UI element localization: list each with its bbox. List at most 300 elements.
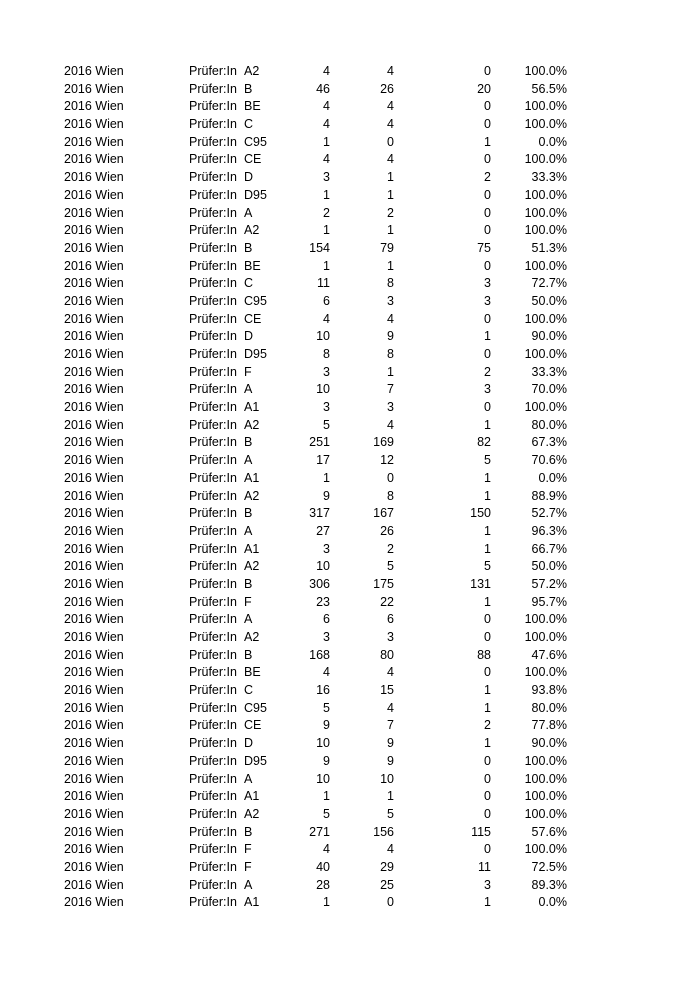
examiner-label-cell: Prüfer:In xyxy=(189,311,237,326)
failed-count-cell: 0 xyxy=(484,258,491,273)
pass-rate-cell: 50.0% xyxy=(531,559,567,574)
examiner-label-cell: Prüfer:In xyxy=(189,700,237,715)
pass-rate-cell: 57.6% xyxy=(531,824,567,839)
passed-count-cell: 4 xyxy=(387,700,394,715)
pass-rate-cell: 89.3% xyxy=(531,877,567,892)
examiner-label-cell: Prüfer:In xyxy=(189,576,237,591)
pass-rate-cell: 52.7% xyxy=(531,506,567,521)
year-location-cell: 2016 Wien xyxy=(64,382,124,397)
total-count-cell: 271 xyxy=(309,824,330,839)
pass-rate-cell: 100.0% xyxy=(524,806,567,821)
pass-rate-cell: 100.0% xyxy=(524,311,567,326)
examiner-label-cell: Prüfer:In xyxy=(189,647,237,662)
license-class-cell: F xyxy=(244,594,252,609)
passed-count-cell: 7 xyxy=(387,382,394,397)
passed-count-cell: 9 xyxy=(387,329,394,344)
total-count-cell: 154 xyxy=(309,240,330,255)
examiner-label-cell: Prüfer:In xyxy=(189,240,237,255)
total-count-cell: 9 xyxy=(323,753,330,768)
table-row xyxy=(0,346,700,364)
pass-rate-cell: 93.8% xyxy=(531,683,567,698)
examiner-label-cell: Prüfer:In xyxy=(189,453,237,468)
pass-rate-cell: 100.0% xyxy=(524,771,567,786)
failed-count-cell: 1 xyxy=(484,329,491,344)
license-class-cell: A2 xyxy=(244,559,260,574)
table-row xyxy=(0,824,700,842)
examiner-label-cell: Prüfer:In xyxy=(189,736,237,751)
passed-count-cell: 2 xyxy=(387,205,394,220)
total-count-cell: 6 xyxy=(323,293,330,308)
examiner-label-cell: Prüfer:In xyxy=(189,470,237,485)
examiner-label-cell: Prüfer:In xyxy=(189,488,237,503)
license-class-cell: A1 xyxy=(244,895,260,910)
examiner-label-cell: Prüfer:In xyxy=(189,417,237,432)
failed-count-cell: 5 xyxy=(484,559,491,574)
passed-count-cell: 25 xyxy=(380,877,394,892)
examiner-label-cell: Prüfer:In xyxy=(189,683,237,698)
pass-rate-cell: 0.0% xyxy=(538,470,567,485)
pass-rate-cell: 72.5% xyxy=(531,859,567,874)
year-location-cell: 2016 Wien xyxy=(64,417,124,432)
license-class-cell: BE xyxy=(244,99,261,114)
passed-count-cell: 0 xyxy=(387,470,394,485)
examiner-label-cell: Prüfer:In xyxy=(189,364,237,379)
passed-count-cell: 0 xyxy=(387,134,394,149)
table-row xyxy=(0,452,700,470)
total-count-cell: 4 xyxy=(323,842,330,857)
examiner-label-cell: Prüfer:In xyxy=(189,523,237,538)
pass-rate-cell: 0.0% xyxy=(538,134,567,149)
total-count-cell: 9 xyxy=(323,718,330,733)
total-count-cell: 3 xyxy=(323,400,330,415)
year-location-cell: 2016 Wien xyxy=(64,523,124,538)
year-location-cell: 2016 Wien xyxy=(64,293,124,308)
examiner-label-cell: Prüfer:In xyxy=(189,541,237,556)
failed-count-cell: 0 xyxy=(484,223,491,238)
failed-count-cell: 0 xyxy=(484,99,491,114)
passed-count-cell: 8 xyxy=(387,276,394,291)
table-row xyxy=(0,187,700,205)
pass-rate-cell: 100.0% xyxy=(524,187,567,202)
year-location-cell: 2016 Wien xyxy=(64,541,124,556)
passed-count-cell: 9 xyxy=(387,753,394,768)
table-row xyxy=(0,771,700,789)
table-row xyxy=(0,700,700,718)
pass-rate-cell: 50.0% xyxy=(531,293,567,308)
year-location-cell: 2016 Wien xyxy=(64,364,124,379)
total-count-cell: 5 xyxy=(323,417,330,432)
examiner-label-cell: Prüfer:In xyxy=(189,99,237,114)
license-class-cell: A2 xyxy=(244,223,260,238)
passed-count-cell: 10 xyxy=(380,771,394,786)
failed-count-cell: 1 xyxy=(484,488,491,503)
total-count-cell: 4 xyxy=(323,117,330,132)
license-class-cell: A xyxy=(244,382,253,397)
table-row xyxy=(0,293,700,311)
examiner-label-cell: Prüfer:In xyxy=(189,842,237,857)
passed-count-cell: 1 xyxy=(387,258,394,273)
pass-rate-cell: 100.0% xyxy=(524,258,567,273)
year-location-cell: 2016 Wien xyxy=(64,683,124,698)
passed-count-cell: 4 xyxy=(387,99,394,114)
pass-rate-cell: 88.9% xyxy=(531,488,567,503)
total-count-cell: 306 xyxy=(309,576,330,591)
year-location-cell: 2016 Wien xyxy=(64,134,124,149)
year-location-cell: 2016 Wien xyxy=(64,470,124,485)
table-row xyxy=(0,505,700,523)
total-count-cell: 10 xyxy=(316,736,330,751)
year-location-cell: 2016 Wien xyxy=(64,753,124,768)
pass-rate-cell: 77.8% xyxy=(531,718,567,733)
year-location-cell: 2016 Wien xyxy=(64,311,124,326)
failed-count-cell: 0 xyxy=(484,187,491,202)
examiner-label-cell: Prüfer:In xyxy=(189,134,237,149)
failed-count-cell: 0 xyxy=(484,789,491,804)
pass-rate-cell: 100.0% xyxy=(524,152,567,167)
license-class-cell: A2 xyxy=(244,64,260,78)
examiner-label-cell: Prüfer:In xyxy=(189,382,237,397)
failed-count-cell: 2 xyxy=(484,718,491,733)
passed-count-cell: 4 xyxy=(387,64,394,78)
table-row xyxy=(0,523,700,541)
passed-count-cell: 1 xyxy=(387,170,394,185)
license-class-cell: F xyxy=(244,364,252,379)
year-location-cell: 2016 Wien xyxy=(64,559,124,574)
license-class-cell: A xyxy=(244,205,253,220)
year-location-cell: 2016 Wien xyxy=(64,258,124,273)
license-class-cell: C xyxy=(244,117,254,132)
license-class-cell: B xyxy=(244,435,253,450)
license-class-cell: A xyxy=(244,771,253,786)
license-class-cell: A xyxy=(244,523,253,538)
pass-rate-cell: 100.0% xyxy=(524,400,567,415)
failed-count-cell: 1 xyxy=(484,541,491,556)
license-class-cell: A1 xyxy=(244,470,260,485)
year-location-cell: 2016 Wien xyxy=(64,81,124,96)
license-class-cell: B xyxy=(244,81,253,96)
total-count-cell: 5 xyxy=(323,806,330,821)
table-row xyxy=(0,682,700,700)
examiner-label-cell: Prüfer:In xyxy=(189,347,237,361)
table-row xyxy=(0,894,700,912)
total-count-cell: 10 xyxy=(316,329,330,344)
total-count-cell: 3 xyxy=(323,170,330,185)
license-class-cell: A1 xyxy=(244,541,260,556)
pass-rate-cell: 100.0% xyxy=(524,117,567,132)
passed-count-cell: 4 xyxy=(387,311,394,326)
year-location-cell: 2016 Wien xyxy=(64,859,124,874)
failed-count-cell: 131 xyxy=(470,576,491,591)
table-row xyxy=(0,735,700,753)
pass-rate-cell: 100.0% xyxy=(524,612,567,627)
examiner-label-cell: Prüfer:In xyxy=(189,276,237,291)
examiner-label-cell: Prüfer:In xyxy=(189,64,237,78)
license-class-cell: CE xyxy=(244,311,262,326)
pass-rate-cell: 33.3% xyxy=(531,364,567,379)
failed-count-cell: 75 xyxy=(477,240,491,255)
passed-count-cell: 9 xyxy=(387,736,394,751)
failed-count-cell: 1 xyxy=(484,700,491,715)
table-row xyxy=(0,877,700,895)
failed-count-cell: 0 xyxy=(484,806,491,821)
year-location-cell: 2016 Wien xyxy=(64,117,124,132)
total-count-cell: 9 xyxy=(323,488,330,503)
year-location-cell: 2016 Wien xyxy=(64,647,124,662)
license-class-cell: B xyxy=(244,506,253,521)
failed-count-cell: 1 xyxy=(484,594,491,609)
total-count-cell: 168 xyxy=(309,647,330,662)
table-row xyxy=(0,753,700,771)
failed-count-cell: 0 xyxy=(484,64,491,78)
year-location-cell: 2016 Wien xyxy=(64,630,124,644)
failed-count-cell: 3 xyxy=(484,276,491,291)
total-count-cell: 28 xyxy=(316,877,330,892)
year-location-cell: 2016 Wien xyxy=(64,453,124,468)
table-row xyxy=(0,399,700,417)
license-class-cell: F xyxy=(244,842,252,857)
pass-rate-cell: 47.6% xyxy=(531,647,567,662)
year-location-cell: 2016 Wien xyxy=(64,665,124,680)
year-location-cell: 2016 Wien xyxy=(64,170,124,185)
pass-rate-cell: 100.0% xyxy=(524,223,567,238)
table-row xyxy=(0,134,700,152)
failed-count-cell: 0 xyxy=(484,152,491,167)
pass-rate-cell: 96.3% xyxy=(531,523,567,538)
table-row xyxy=(0,470,700,488)
failed-count-cell: 1 xyxy=(484,895,491,910)
passed-count-cell: 6 xyxy=(387,612,394,627)
year-location-cell: 2016 Wien xyxy=(64,612,124,627)
failed-count-cell: 11 xyxy=(478,859,491,874)
passed-count-cell: 3 xyxy=(387,293,394,308)
year-location-cell: 2016 Wien xyxy=(64,700,124,715)
passed-count-cell: 1 xyxy=(387,789,394,804)
examiner-label-cell: Prüfer:In xyxy=(189,630,237,644)
year-location-cell: 2016 Wien xyxy=(64,205,124,220)
table-row xyxy=(0,311,700,329)
table-row xyxy=(0,381,700,399)
pass-rate-cell: 100.0% xyxy=(524,347,567,361)
examiner-label-cell: Prüfer:In xyxy=(189,506,237,521)
passed-count-cell: 22 xyxy=(380,594,394,609)
license-class-cell: A xyxy=(244,612,253,627)
examiner-label-cell: Prüfer:In xyxy=(189,665,237,680)
failed-count-cell: 0 xyxy=(484,612,491,627)
year-location-cell: 2016 Wien xyxy=(64,347,124,361)
failed-count-cell: 1 xyxy=(484,470,491,485)
license-class-cell: CE xyxy=(244,152,262,167)
table-row xyxy=(0,576,700,594)
pass-rate-cell: 95.7% xyxy=(531,594,567,609)
pass-rate-cell: 57.2% xyxy=(531,576,567,591)
passed-count-cell: 5 xyxy=(387,559,394,574)
passed-count-cell: 8 xyxy=(387,488,394,503)
passed-count-cell: 8 xyxy=(387,347,394,361)
total-count-cell: 4 xyxy=(323,665,330,680)
year-location-cell: 2016 Wien xyxy=(64,506,124,521)
failed-count-cell: 0 xyxy=(484,347,491,361)
license-class-cell: D95 xyxy=(244,753,267,768)
examiner-label-cell: Prüfer:In xyxy=(189,81,237,96)
license-class-cell: D95 xyxy=(244,347,267,361)
total-count-cell: 17 xyxy=(316,453,330,468)
year-location-cell: 2016 Wien xyxy=(64,240,124,255)
license-class-cell: C95 xyxy=(244,134,267,149)
table-row xyxy=(0,205,700,223)
total-count-cell: 23 xyxy=(316,594,330,609)
table-row xyxy=(0,558,700,576)
examiner-label-cell: Prüfer:In xyxy=(189,718,237,733)
examiner-label-cell: Prüfer:In xyxy=(189,187,237,202)
failed-count-cell: 1 xyxy=(484,417,491,432)
examiner-label-cell: Prüfer:In xyxy=(189,152,237,167)
table-row xyxy=(0,488,700,506)
passed-count-cell: 4 xyxy=(387,842,394,857)
examiner-label-cell: Prüfer:In xyxy=(189,559,237,574)
license-class-cell: A1 xyxy=(244,400,260,415)
total-count-cell: 5 xyxy=(323,700,330,715)
license-class-cell: D xyxy=(244,736,254,751)
total-count-cell: 1 xyxy=(323,134,330,149)
examiner-label-cell: Prüfer:In xyxy=(189,594,237,609)
failed-count-cell: 82 xyxy=(477,435,491,450)
total-count-cell: 27 xyxy=(316,523,330,538)
year-location-cell: 2016 Wien xyxy=(64,329,124,344)
failed-count-cell: 0 xyxy=(484,771,491,786)
examiner-label-cell: Prüfer:In xyxy=(189,877,237,892)
year-location-cell: 2016 Wien xyxy=(64,736,124,751)
failed-count-cell: 3 xyxy=(484,877,491,892)
failed-count-cell: 0 xyxy=(484,400,491,415)
year-location-cell: 2016 Wien xyxy=(64,152,124,167)
year-location-cell: 2016 Wien xyxy=(64,223,124,238)
total-count-cell: 251 xyxy=(309,435,330,450)
year-location-cell: 2016 Wien xyxy=(64,842,124,857)
pass-rate-cell: 33.3% xyxy=(531,170,567,185)
total-count-cell: 4 xyxy=(323,99,330,114)
license-class-cell: A1 xyxy=(244,789,260,804)
failed-count-cell: 1 xyxy=(484,736,491,751)
year-location-cell: 2016 Wien xyxy=(64,576,124,591)
failed-count-cell: 3 xyxy=(484,382,491,397)
examiner-label-cell: Prüfer:In xyxy=(189,170,237,185)
total-count-cell: 10 xyxy=(316,559,330,574)
data-table xyxy=(0,63,700,912)
license-class-cell: A2 xyxy=(244,806,260,821)
table-row xyxy=(0,541,700,559)
total-count-cell: 8 xyxy=(323,347,330,361)
passed-count-cell: 79 xyxy=(380,240,394,255)
pass-rate-cell: 66.7% xyxy=(531,541,567,556)
license-class-cell: C xyxy=(244,683,254,698)
examiner-label-cell: Prüfer:In xyxy=(189,223,237,238)
pass-rate-cell: 100.0% xyxy=(524,789,567,804)
table-row xyxy=(0,841,700,859)
year-location-cell: 2016 Wien xyxy=(64,276,124,291)
total-count-cell: 10 xyxy=(316,382,330,397)
examiner-label-cell: Prüfer:In xyxy=(189,824,237,839)
total-count-cell: 46 xyxy=(316,81,330,96)
total-count-cell: 1 xyxy=(323,223,330,238)
passed-count-cell: 15 xyxy=(380,683,394,698)
license-class-cell: BE xyxy=(244,665,261,680)
failed-count-cell: 0 xyxy=(484,630,491,644)
failed-count-cell: 0 xyxy=(484,117,491,132)
year-location-cell: 2016 Wien xyxy=(64,400,124,415)
passed-count-cell: 169 xyxy=(373,435,394,450)
passed-count-cell: 1 xyxy=(387,223,394,238)
total-count-cell: 3 xyxy=(323,630,330,644)
license-class-cell: B xyxy=(244,647,253,662)
failed-count-cell: 0 xyxy=(484,665,491,680)
failed-count-cell: 115 xyxy=(471,824,491,839)
year-location-cell: 2016 Wien xyxy=(64,594,124,609)
pass-rate-cell: 72.7% xyxy=(531,276,567,291)
year-location-cell: 2016 Wien xyxy=(64,789,124,804)
license-class-cell: A2 xyxy=(244,488,260,503)
failed-count-cell: 0 xyxy=(484,205,491,220)
table-row xyxy=(0,364,700,382)
failed-count-cell: 1 xyxy=(484,683,491,698)
total-count-cell: 317 xyxy=(309,506,330,521)
table-row xyxy=(0,434,700,452)
table-row xyxy=(0,717,700,735)
total-count-cell: 16 xyxy=(316,683,330,698)
failed-count-cell: 0 xyxy=(484,311,491,326)
total-count-cell: 3 xyxy=(323,364,330,379)
total-count-cell: 2 xyxy=(323,205,330,220)
year-location-cell: 2016 Wien xyxy=(64,99,124,114)
table-row xyxy=(0,664,700,682)
pass-rate-cell: 100.0% xyxy=(524,205,567,220)
failed-count-cell: 1 xyxy=(484,134,491,149)
total-count-cell: 4 xyxy=(323,311,330,326)
year-location-cell: 2016 Wien xyxy=(64,895,124,910)
license-class-cell: A xyxy=(244,453,253,468)
license-class-cell: D xyxy=(244,170,254,185)
passed-count-cell: 26 xyxy=(380,81,394,96)
passed-count-cell: 4 xyxy=(387,117,394,132)
license-class-cell: D xyxy=(244,329,254,344)
passed-count-cell: 12 xyxy=(380,453,394,468)
table-row xyxy=(0,275,700,293)
table-row xyxy=(0,169,700,187)
failed-count-cell: 1 xyxy=(484,523,491,538)
pass-rate-cell: 90.0% xyxy=(531,329,567,344)
table-row xyxy=(0,629,700,647)
pass-rate-cell: 67.3% xyxy=(531,435,567,450)
table-row xyxy=(0,594,700,612)
table-row xyxy=(0,788,700,806)
failed-count-cell: 88 xyxy=(477,647,491,662)
license-class-cell: B xyxy=(244,240,253,255)
pass-rate-cell: 100.0% xyxy=(524,64,567,78)
year-location-cell: 2016 Wien xyxy=(64,877,124,892)
passed-count-cell: 4 xyxy=(387,152,394,167)
license-class-cell: A2 xyxy=(244,630,260,644)
failed-count-cell: 150 xyxy=(470,506,491,521)
examiner-label-cell: Prüfer:In xyxy=(189,435,237,450)
failed-count-cell: 5 xyxy=(484,453,491,468)
passed-count-cell: 3 xyxy=(387,630,394,644)
pass-rate-cell: 80.0% xyxy=(531,417,567,432)
table-row xyxy=(0,81,700,99)
pass-rate-cell: 80.0% xyxy=(531,700,567,715)
passed-count-cell: 175 xyxy=(373,576,394,591)
total-count-cell: 4 xyxy=(323,152,330,167)
passed-count-cell: 1 xyxy=(387,187,394,202)
license-class-cell: C xyxy=(244,276,254,291)
